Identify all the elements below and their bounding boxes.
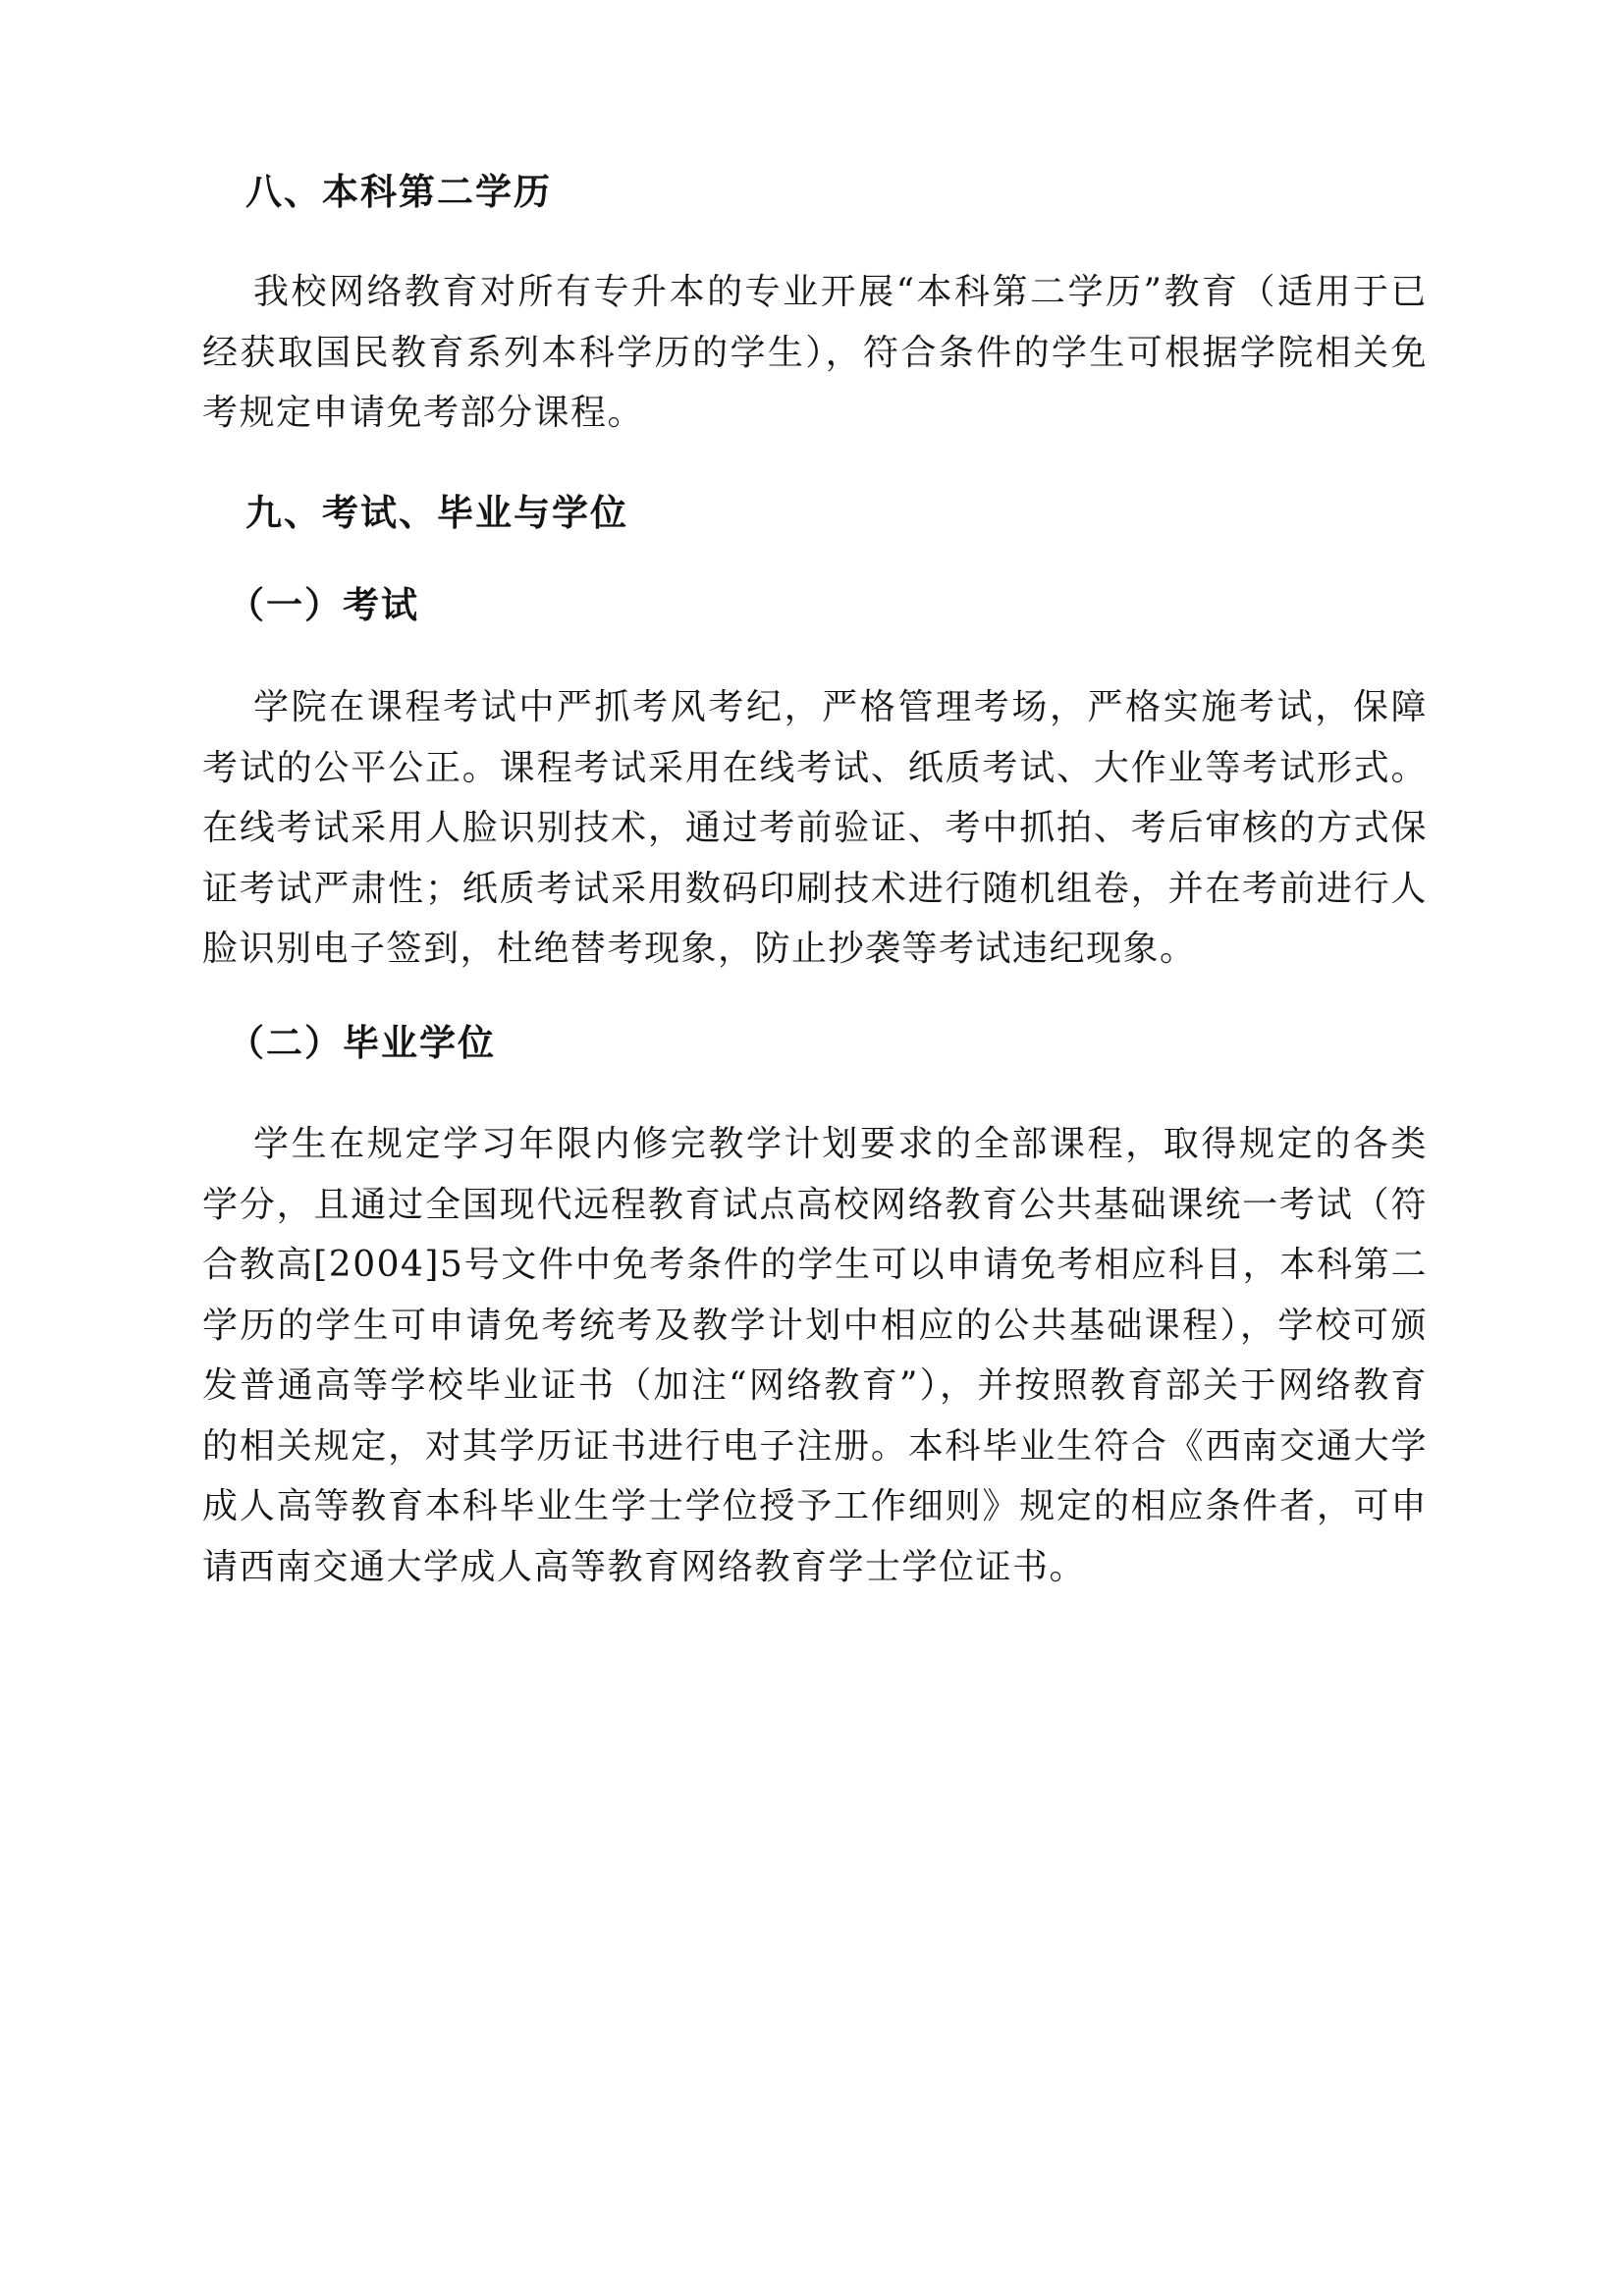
section-heading-8: 八、本科第二学历	[245, 170, 552, 213]
subsection-paragraph-graduation: 学生在规定学习年限内修完教学计划要求的全部课程，取得规定的各类学分，且通过全国现代远程教育试点高校网络教育公共基础课统一考试（符合教高[2004]5号文件中免考条件的学生可以申请免考相应科目，本科第二学历的学生可申请免考统考及教学计划中相应的公共基础课程），学校可颁发普通高等学校毕业证书（加注“网络教育”），并按照教育部关于网络教育的相关规定，对其学历证书进行电子注册。本科毕业生符合《西南交通大学成人高等教育本科毕业生学士学位授予工作细则》规定的相应条件者，可申请西南交通大学成人高等教育网络教育学士学位证书。	[202, 1124, 1428, 1587]
subsection-heading-exam: （一）考试	[228, 583, 419, 626]
subsection-heading-graduation: （二）毕业学位	[228, 1021, 496, 1064]
section-heading-9: 九、考试、毕业与学位	[245, 491, 628, 534]
section-paragraph-8: 我校网络教育对所有专升本的专业开展“本科第二学历”教育（适用于已经获取国民教育系列本科学历的学生），符合条件的学生可根据学院相关免考规定申请免考部分课程。	[202, 272, 1428, 433]
subsection-paragraph-exam: 学院在课程考试中严抓考风考纪，严格管理考场，严格实施考试，保障考试的公平公正。课程考试采用在线考试、纸质考试、大作业等考试形式。在线考试采用人脸识别技术，通过考前验证、考中抓拍、考后审核的方式保证考试严肃性；纸质考试采用数码印刷技术进行随机组卷，并在考前进行人脸识别电子签到，杜绝替考现象，防止抄袭等考试违纪现象。	[202, 687, 1428, 969]
